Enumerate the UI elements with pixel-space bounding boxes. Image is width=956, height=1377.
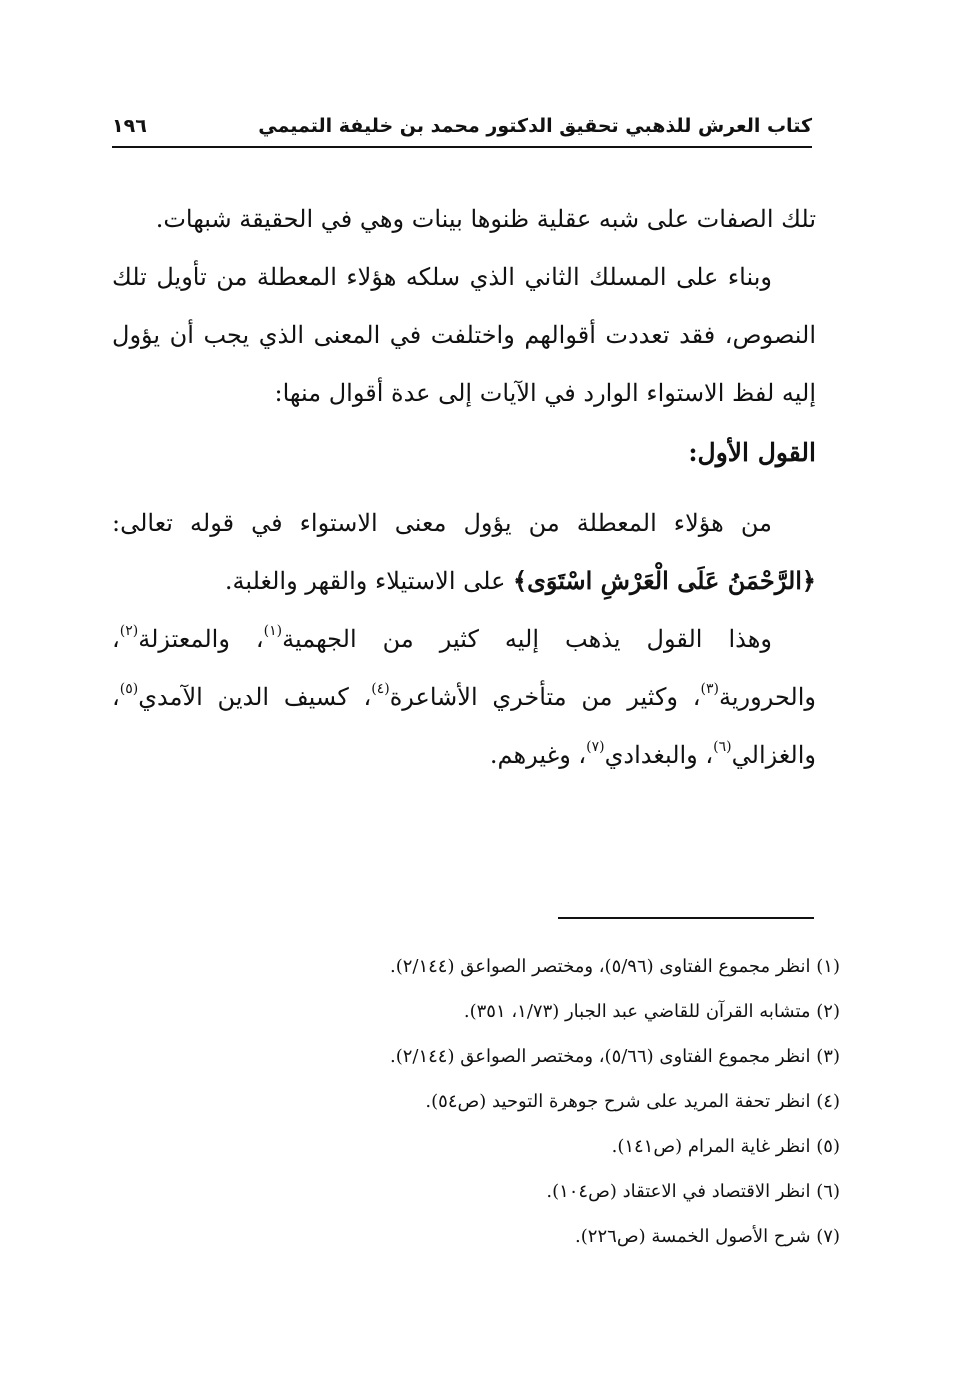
paragraph-3-intro: من هؤلاء المعطلة من يؤول معنى الاستواء في قوله تعالى: <box>112 509 772 537</box>
section-heading: القول الأول: <box>688 438 816 467</box>
text-segment: وهذا القول يذهب إليه كثير من الجهمية <box>282 625 772 653</box>
paragraph-3 <box>112 494 816 610</box>
paragraph-4 <box>112 610 816 784</box>
footnote-marker-4[interactable]: (٤) <box>371 681 390 697</box>
footnote-5: (٥) انظر غاية المرام (ص١٤١). <box>611 1136 840 1157</box>
paragraph-1: تلك الصفات على شبه عقلية ظنوها بينات وهي في الحقيقة شبهات. <box>155 205 816 233</box>
footnote-marker-1[interactable]: (١) <box>263 623 283 639</box>
text-segment: ، والغزالي <box>112 683 816 769</box>
text-segment: ، وكثير من متأخري الأشاعرة <box>389 683 701 711</box>
paragraph-3-end: على الاستيلاء والقهر والغلبة. <box>224 567 514 595</box>
page-number: ١٩٦ <box>112 115 147 137</box>
text-segment: ، وغيرهم. <box>489 741 587 769</box>
footnote-marker-2[interactable]: (٢) <box>119 623 139 639</box>
text-segment: ، والمعتزلة <box>138 625 264 653</box>
footnote-1: (١) انظر مجموع الفتاوى (٥/٩٦)، ومختصر الصواعق (٢/١٤٤). <box>389 956 840 977</box>
footnotes <box>200 944 840 1259</box>
footnote-6: (٦) انظر الاقتصاد في الاعتقاد (ص١٠٤). <box>546 1181 840 1202</box>
quran-verse: ﴿الرَّحْمَنُ عَلَى الْعَرْشِ اسْتَوَى﴾ <box>513 566 816 595</box>
header-divider <box>112 146 812 148</box>
footnote-marker-6[interactable]: (٦) <box>713 739 732 755</box>
footnote-divider <box>558 917 814 919</box>
paragraph-2: وبناء على المسلك الثاني الذي سلكه هؤلاء المعطلة من تأويل تلك النصوص، فقد تعددت أقوالهم واختلفت في المعنى الذي يجب أن يؤول إليه لفظ الاستواء الوارد في الآيات إلى عدة أقوال منها: <box>112 263 816 407</box>
footnote-marker-7[interactable]: (٧) <box>586 739 605 755</box>
footnote-marker-5[interactable]: (٥) <box>119 681 139 697</box>
main-text <box>112 190 816 784</box>
text-segment: ، والحرورية <box>112 625 816 711</box>
running-title: كتاب العرش للذهبي تحقيق الدكتور محمد بن خليفة التميمي <box>258 115 812 137</box>
footnote-3: (٣) انظر مجموع الفتاوى (٥/٦٦)، ومختصر الصواعق (٢/١٤٤). <box>389 1046 840 1067</box>
page-header <box>112 108 812 144</box>
footnote-2: (٢) متشابه القرآن للقاضي عبد الجبار (١/٧٣، ٣٥١). <box>463 1001 840 1022</box>
footnote-7: (٧) شرح الأصول الخمسة (ص٢٢٦). <box>575 1226 840 1247</box>
text-segment: ، كسيف الدين الآمدي <box>138 683 372 711</box>
text-segment: ، والبغدادي <box>604 741 714 769</box>
footnote-marker-3[interactable]: (٣) <box>700 681 719 697</box>
footnote-4: (٤) انظر تحفة المريد على شرح جوهرة التوحيد (ص٥٤). <box>425 1091 840 1112</box>
